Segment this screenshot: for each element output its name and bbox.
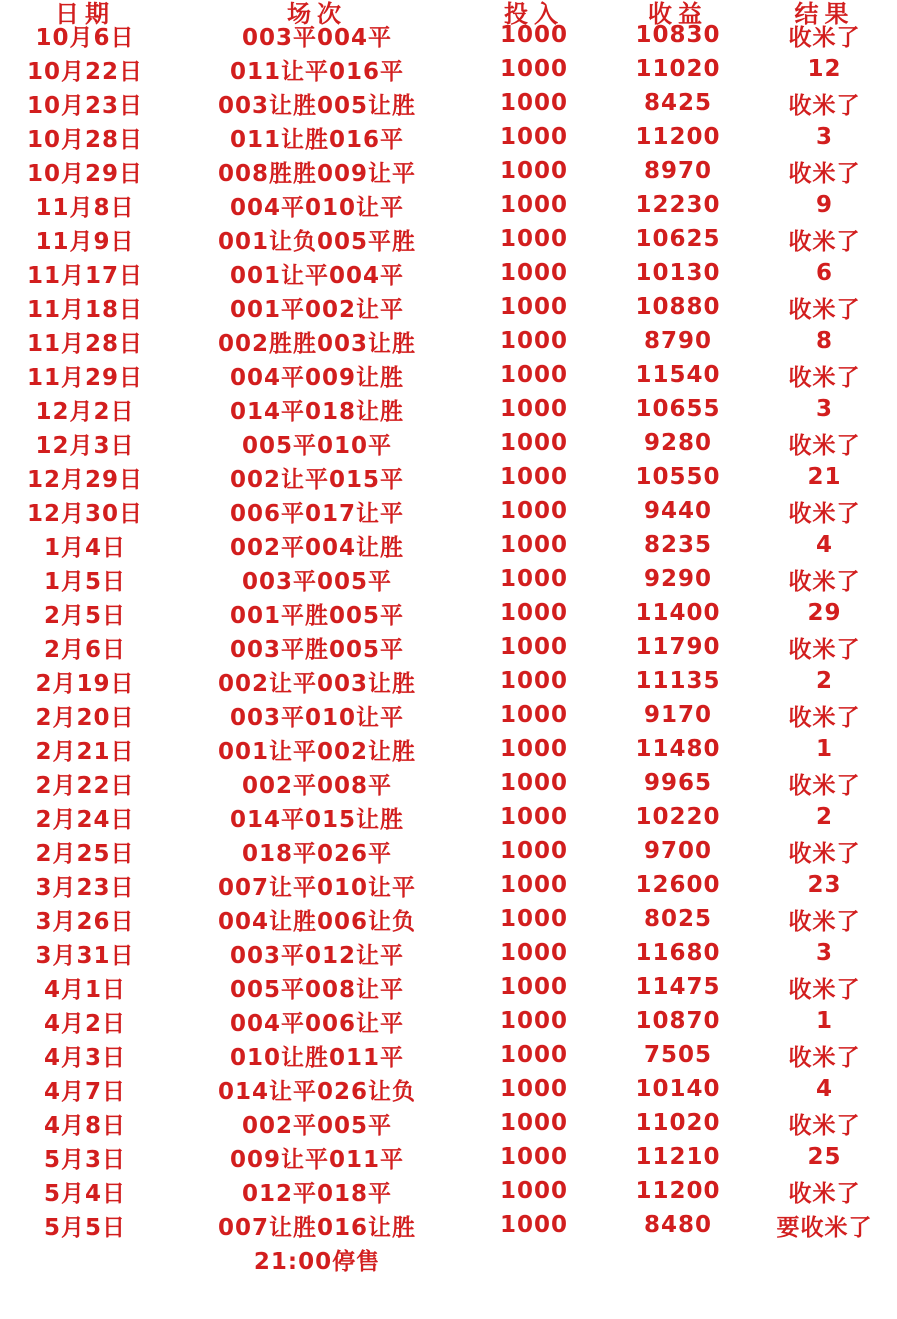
cell-profit: 11680: [635, 940, 721, 966]
cell-match: 003让胜005让胜: [217, 92, 417, 119]
cell-profit: 11480: [635, 736, 721, 762]
cell-date: 2月21日: [35, 738, 135, 765]
cell-stake: 1000: [499, 362, 568, 388]
cell-result: 收米了: [788, 92, 861, 119]
cell-date: 11月8日: [35, 194, 135, 221]
table-row: [0, 834, 897, 868]
table-row: [0, 936, 897, 970]
cell-date: 11月18日: [26, 296, 143, 323]
cell-match: 004让胜006让负: [217, 908, 417, 935]
cell-profit: 9965: [643, 770, 712, 796]
cell-result: 2: [815, 668, 833, 694]
cell-result: 25: [807, 1144, 842, 1170]
cell-result: 收米了: [788, 432, 861, 459]
cell-match: 014平018让胜: [229, 398, 405, 425]
cell-date: 10月6日: [35, 24, 135, 51]
cell-profit: 11135: [635, 668, 721, 694]
table-row: [0, 1140, 897, 1174]
cell-profit: 8790: [643, 328, 712, 354]
table-row: [0, 902, 897, 936]
cell-stake: 1000: [499, 294, 568, 320]
cell-match: 003平012让平: [229, 942, 405, 969]
cell-stake: 1000: [499, 736, 568, 762]
cell-match: 001平胜005平: [229, 602, 405, 629]
cell-stake: 1000: [499, 600, 568, 626]
cell-date: 1月5日: [43, 568, 126, 595]
cell-match: 002平008平: [241, 772, 393, 799]
table-row: [0, 222, 897, 256]
cell-profit: 10140: [635, 1076, 721, 1102]
cell-date: 12月2日: [35, 398, 135, 425]
cell-profit: 11020: [635, 1110, 721, 1136]
cell-date: 2月19日: [35, 670, 135, 697]
cell-date: 5月4日: [43, 1180, 126, 1207]
cell-date: 10月28日: [26, 126, 143, 153]
cell-match: 014平015让胜: [229, 806, 405, 833]
table-row: [0, 664, 897, 698]
cell-result: 收米了: [788, 1180, 861, 1207]
cell-stake: 1000: [499, 498, 568, 524]
cell-result: 收米了: [788, 840, 861, 867]
cell-stake: 1000: [499, 90, 568, 116]
cell-profit: 8025: [643, 906, 712, 932]
table-header: [0, 0, 897, 28]
cell-result: 收米了: [788, 1044, 861, 1071]
header-result: 结果: [794, 0, 855, 28]
cell-profit: 10830: [635, 22, 721, 48]
cell-profit: 10550: [635, 464, 721, 490]
cell-match: 007让胜016让胜: [217, 1214, 417, 1241]
cell-result: 9: [815, 192, 833, 218]
cell-profit: 7505: [643, 1042, 712, 1068]
cell-result: 收米了: [788, 704, 861, 731]
cell-date: 10月29日: [26, 160, 143, 187]
header-profit: 收益: [648, 0, 708, 28]
cell-result: 收米了: [788, 772, 861, 799]
cell-date: 3月23日: [35, 874, 135, 901]
cell-result: 2: [815, 804, 833, 830]
table-row: [0, 596, 897, 630]
cell-profit: 11020: [635, 56, 721, 82]
cell-match: 011让胜016平: [229, 126, 405, 153]
cell-profit: 11210: [635, 1144, 721, 1170]
cell-stake: 1000: [499, 770, 568, 796]
cell-match: 006平017让平: [229, 500, 405, 527]
cell-profit: 11200: [635, 1178, 721, 1204]
cell-date: 1月4日: [43, 534, 126, 561]
cell-date: 4月2日: [43, 1010, 126, 1037]
cell-match: 003平005平: [241, 568, 393, 595]
table-row: [0, 290, 897, 324]
cell-profit: 12600: [635, 872, 721, 898]
cell-result: 8: [815, 328, 833, 354]
footer-note: 21:00停售: [253, 1248, 381, 1275]
cell-match: 011让平016平: [229, 58, 405, 85]
table-row: [0, 1004, 897, 1038]
cell-date: 12月3日: [35, 432, 135, 459]
cell-result: 4: [815, 1076, 833, 1102]
header-date: 日期: [55, 0, 115, 28]
cell-match: 002平004让胜: [229, 534, 405, 561]
cell-result: 收米了: [788, 500, 861, 527]
cell-stake: 1000: [499, 226, 568, 252]
table-row: [0, 52, 897, 86]
table-row: [0, 630, 897, 664]
cell-stake: 1000: [499, 1144, 568, 1170]
cell-result: 收米了: [788, 1112, 861, 1139]
cell-date: 11月29日: [26, 364, 143, 391]
cell-result: 收米了: [788, 976, 861, 1003]
cell-date: 12月30日: [26, 500, 143, 527]
cell-match: 002胜胜003让胜: [217, 330, 417, 357]
cell-result: 收米了: [788, 228, 861, 255]
cell-date: 4月1日: [43, 976, 126, 1003]
cell-profit: 10655: [635, 396, 721, 422]
cell-date: 5月5日: [43, 1214, 126, 1241]
cell-stake: 1000: [499, 1178, 568, 1204]
cell-result: 收米了: [788, 364, 861, 391]
cell-profit: 10625: [635, 226, 721, 252]
cell-result: 收米了: [788, 296, 861, 323]
cell-profit: 10130: [635, 260, 721, 286]
cell-result: 收米了: [788, 24, 861, 51]
table-footer: [0, 1242, 897, 1276]
cell-profit: 8970: [643, 158, 712, 184]
cell-date: 2月24日: [35, 806, 135, 833]
cell-result: 21: [807, 464, 842, 490]
table-row: [0, 188, 897, 222]
cell-date: 4月3日: [43, 1044, 126, 1071]
cell-stake: 1000: [499, 1042, 568, 1068]
cell-result: 6: [815, 260, 833, 286]
cell-profit: 9700: [643, 838, 712, 864]
table-row: [0, 970, 897, 1004]
cell-date: 2月20日: [35, 704, 135, 731]
header-match: 场次: [287, 0, 347, 28]
table-row: [0, 18, 897, 52]
cell-date: 2月6日: [43, 636, 126, 663]
table-row: [0, 698, 897, 732]
cell-profit: 11540: [635, 362, 721, 388]
cell-profit: 9440: [643, 498, 712, 524]
cell-stake: 1000: [499, 124, 568, 150]
cell-result: 3: [815, 940, 833, 966]
cell-result: 29: [807, 600, 842, 626]
cell-profit: 8425: [643, 90, 712, 116]
cell-profit: 12230: [635, 192, 721, 218]
cell-profit: 10220: [635, 804, 721, 830]
cell-result: 1: [815, 736, 833, 762]
table-body: [0, 18, 897, 1242]
cell-profit: 10870: [635, 1008, 721, 1034]
cell-match: 007让平010让平: [217, 874, 417, 901]
cell-result: 3: [815, 396, 833, 422]
table-row: [0, 426, 897, 460]
table-row: [0, 1072, 897, 1106]
cell-match: 001让平004平: [229, 262, 405, 289]
cell-stake: 1000: [499, 1110, 568, 1136]
table-row: [0, 256, 897, 290]
cell-date: 2月22日: [35, 772, 135, 799]
table-row: [0, 1038, 897, 1072]
cell-result: 收米了: [788, 160, 861, 187]
cell-stake: 1000: [499, 872, 568, 898]
cell-stake: 1000: [499, 532, 568, 558]
cell-match: 008胜胜009让平: [217, 160, 417, 187]
cell-date: 11月17日: [26, 262, 143, 289]
table-row: [0, 324, 897, 358]
cell-match: 005平010平: [241, 432, 393, 459]
cell-result: 4: [815, 532, 833, 558]
cell-stake: 1000: [499, 668, 568, 694]
cell-result: 3: [815, 124, 833, 150]
cell-stake: 1000: [499, 1008, 568, 1034]
table-row: [0, 358, 897, 392]
cell-match: 002让平003让胜: [217, 670, 417, 697]
cell-profit: 8235: [643, 532, 712, 558]
cell-match: 009让平011平: [229, 1146, 405, 1173]
table-row: [0, 868, 897, 902]
cell-stake: 1000: [499, 56, 568, 82]
cell-date: 4月8日: [43, 1112, 126, 1139]
cell-profit: 11790: [635, 634, 721, 660]
cell-result: 收米了: [788, 636, 861, 663]
cell-match: 003平004平: [241, 24, 393, 51]
cell-stake: 1000: [499, 464, 568, 490]
cell-match: 018平026平: [241, 840, 393, 867]
table-row: [0, 1106, 897, 1140]
table-row: [0, 766, 897, 800]
cell-stake: 1000: [499, 974, 568, 1000]
cell-date: 12月29日: [26, 466, 143, 493]
cell-profit: 9280: [643, 430, 712, 456]
cell-date: 2月25日: [35, 840, 135, 867]
cell-match: 002让平015平: [229, 466, 405, 493]
cell-stake: 1000: [499, 158, 568, 184]
cell-stake: 1000: [499, 1212, 568, 1238]
table-row: [0, 528, 897, 562]
table-row: [0, 1208, 897, 1242]
cell-date: 3月31日: [35, 942, 135, 969]
table-row: [0, 1174, 897, 1208]
cell-stake: 1000: [499, 396, 568, 422]
cell-profit: 11200: [635, 124, 721, 150]
cell-result: 收米了: [788, 568, 861, 595]
cell-profit: 10880: [635, 294, 721, 320]
cell-match: 003平010让平: [229, 704, 405, 731]
cell-match: 005平008让平: [229, 976, 405, 1003]
table-row: [0, 86, 897, 120]
cell-stake: 1000: [499, 1076, 568, 1102]
cell-match: 014让平026让负: [217, 1078, 417, 1105]
cell-date: 5月3日: [43, 1146, 126, 1173]
cell-match: 001让负005平胜: [217, 228, 417, 255]
table-row: [0, 732, 897, 766]
table-row: [0, 460, 897, 494]
cell-profit: 11400: [635, 600, 721, 626]
cell-date: 2月5日: [43, 602, 126, 629]
cell-date: 4月7日: [43, 1078, 126, 1105]
cell-match: 010让胜011平: [229, 1044, 405, 1071]
cell-stake: 1000: [499, 192, 568, 218]
cell-match: 001平002让平: [229, 296, 405, 323]
cell-match: 001让平002让胜: [217, 738, 417, 765]
cell-stake: 1000: [499, 328, 568, 354]
table-row: [0, 154, 897, 188]
cell-result: 1: [815, 1008, 833, 1034]
cell-profit: 9170: [643, 702, 712, 728]
cell-result: 12: [807, 56, 842, 82]
cell-stake: 1000: [499, 906, 568, 932]
cell-match: 004平009让胜: [229, 364, 405, 391]
cell-stake: 1000: [499, 940, 568, 966]
table-row: [0, 494, 897, 528]
cell-date: 3月26日: [35, 908, 135, 935]
cell-stake: 1000: [499, 22, 568, 48]
cell-match: 002平005平: [241, 1112, 393, 1139]
cell-profit: 8480: [643, 1212, 712, 1238]
cell-result: 收米了: [788, 908, 861, 935]
cell-match: 004平010让平: [229, 194, 405, 221]
table-row: [0, 562, 897, 596]
cell-match: 012平018平: [241, 1180, 393, 1207]
cell-match: 004平006让平: [229, 1010, 405, 1037]
table-row: [0, 800, 897, 834]
cell-date: 11月9日: [35, 228, 135, 255]
cell-result: 要收米了: [776, 1214, 873, 1241]
cell-date: 10月22日: [26, 58, 143, 85]
cell-date: 11月28日: [26, 330, 143, 357]
table-row: [0, 120, 897, 154]
cell-profit: 11475: [635, 974, 721, 1000]
cell-date: 10月23日: [26, 92, 143, 119]
header-stake: 投入: [504, 0, 564, 28]
table-row: [0, 392, 897, 426]
cell-stake: 1000: [499, 838, 568, 864]
cell-stake: 1000: [499, 260, 568, 286]
cell-profit: 9290: [643, 566, 712, 592]
cell-stake: 1000: [499, 430, 568, 456]
cell-match: 003平胜005平: [229, 636, 405, 663]
cell-result: 23: [807, 872, 842, 898]
cell-stake: 1000: [499, 566, 568, 592]
cell-stake: 1000: [499, 702, 568, 728]
cell-stake: 1000: [499, 634, 568, 660]
cell-stake: 1000: [499, 804, 568, 830]
